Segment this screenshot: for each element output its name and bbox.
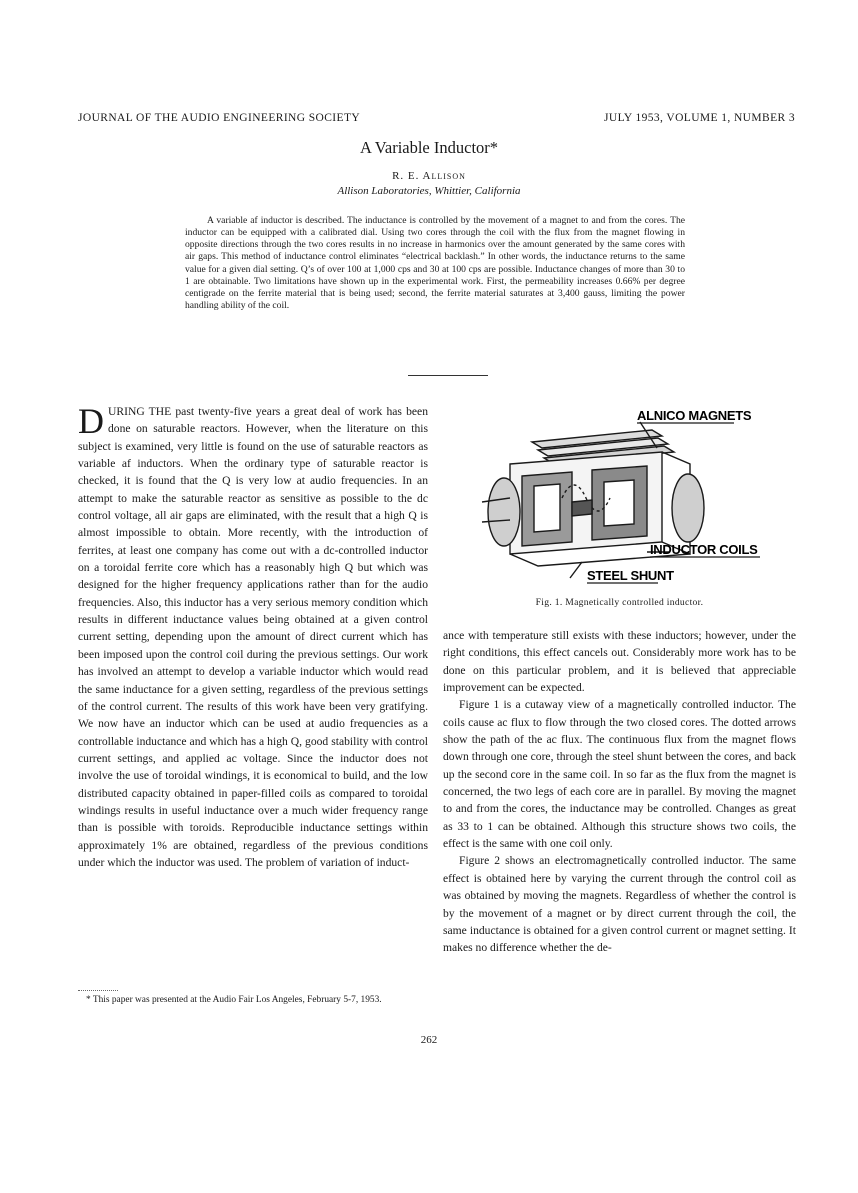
abstract: A variable af inductor is described. The inductance is controlled by the movement of a magnet to and from the cores. The inductor can be equipped with a calibrated dial. Using two cores through the coil with the flux from the magnet flowing in opposite directions through the two cores results in no increase in harmonics over the amount generated by the same cores with air gaps. This method of inductance control eliminates “electrical backlash.” In other words, the inductance returns to the same value for a given dial setting. Q’s of over 100 at 1,000 cps and 30 at 100 cps are possible. Inductance changes of more than 30 to 1 are obtainable. Two limitations have shown up in the experimental work. First, the permeability increases 0.66% per degree centigrade on the ferrite material that is being used; second, the ferrite material saturates at 3,400 gauss, limiting the power handling ability of the coil. [185, 215, 685, 312]
inductor-cutaway-illustration [462, 402, 802, 592]
article-author: R. E. Allison [392, 170, 466, 182]
body-paragraph: ance with temperature still exists with these inductors; however, under the right conditions, this effect cancels out. Considerably more work has to be done on this particular problem, and it is believed that appreciable improvement can be expected. [443, 629, 796, 695]
journal-name: JOURNAL OF THE AUDIO ENGINEERING SOCIETY [78, 112, 361, 124]
figure-caption: Fig. 1. Magnetically controlled inductor. [535, 597, 704, 608]
body-column-right [443, 627, 796, 957]
body-paragraph: Figure 2 shows an electromagnetically controlled inductor. The same effect is obtained here by varying the current through the control coil as was obtained by moving the magnets. Regardless of whether the control is by the movement of a magnet or by direct current through the coil, the same inductance is obtained for a given control current or magnet setting. It makes no difference whether the de- [443, 854, 796, 955]
figure-1 [462, 402, 802, 592]
page-number: 262 [420, 1034, 438, 1046]
section-divider [408, 375, 488, 376]
running-head [78, 112, 795, 128]
drop-cap: D [78, 401, 104, 441]
body-column-left [78, 403, 428, 871]
body-paragraph: URING THE past twenty-five years a great deal of work has been done on saturable reactors. However, when the literature on this subject is examined, very little is found on the use of saturable reactors as variable af inductors. When the ordinary type of saturable reactor is checked, it is found that the Q is very low at audio frequencies. In an attempt to make the saturable reactor as sensitive as possible to the dc control voltage, all air gaps are eliminated, with the result that a high Q is almost impossible to obtain. More recently, with the introduction of ferrites, at least one company has come out with a dc-controlled inductor on a toroidal ferrite core which has a reasonably high Q but which was designed for the higher frequency applications rather than for the audio frequencies. Also, this inductor has a very serious memory condition which results in different inductance values being obtained at a given control current setting, depending upon the amount of direct current which has been imposed upon the control coil during the previous settings. Our work has involved an attempt to develop a variable inductor which would read the same inductance for a given setting, regardless of the previous settings of the control current. The results of this work have been very gratifying. We now have an inductor which can be used at audio frequencies as a controllable inductance and which has a high Q, good stability with control current settings, and applied ac voltage. Since the inductor does not involve the use of toroidal windings, it is economical to build, and the low distributed capacity obtained in paper-filled coils as compared to toroidal windings results in useful inductance over a much wider frequency range than is possible with toroids. Reproducible inductance settings within approximately 1% are obtained, regardless of the previous conditions under which the inductor was used. The problem of variation of induct- [78, 405, 428, 869]
article-title: A Variable Inductor* [359, 138, 499, 157]
label-steel-shunt: STEEL SHUNT [587, 568, 674, 583]
body-paragraph: Figure 1 is a cutaway view of a magnetically controlled inductor. The coils cause ac flux to flow through the two closed cores. The dotted arrows show the path of the ac flux. The continuous flux from the magnet flows down through one core, through the steel shunt between the cores, and back up the second core in the same coil. In so far as the flux from the magnet is concerned, the two legs of each core are in parallel. By moving the magnet to and from the cores, the inductance may be controlled. Changes as great as 33 to 1 can be obtained. Although this structure shows two coils, the effect is the same with one coil only. [443, 698, 796, 851]
author-affiliation: Allison Laboratories, Whittier, California [337, 185, 521, 197]
label-inductor-coils: INDUCTOR COILS [650, 542, 758, 557]
label-alnico-magnets: ALNICO MAGNETS [637, 408, 752, 423]
footnote: * This paper was presented at the Audio Fair Los Angeles, February 5-7, 1953. [86, 995, 382, 1005]
footnote-separator [78, 990, 118, 991]
issue-info: JULY 1953, VOLUME 1, NUMBER 3 [604, 112, 795, 124]
